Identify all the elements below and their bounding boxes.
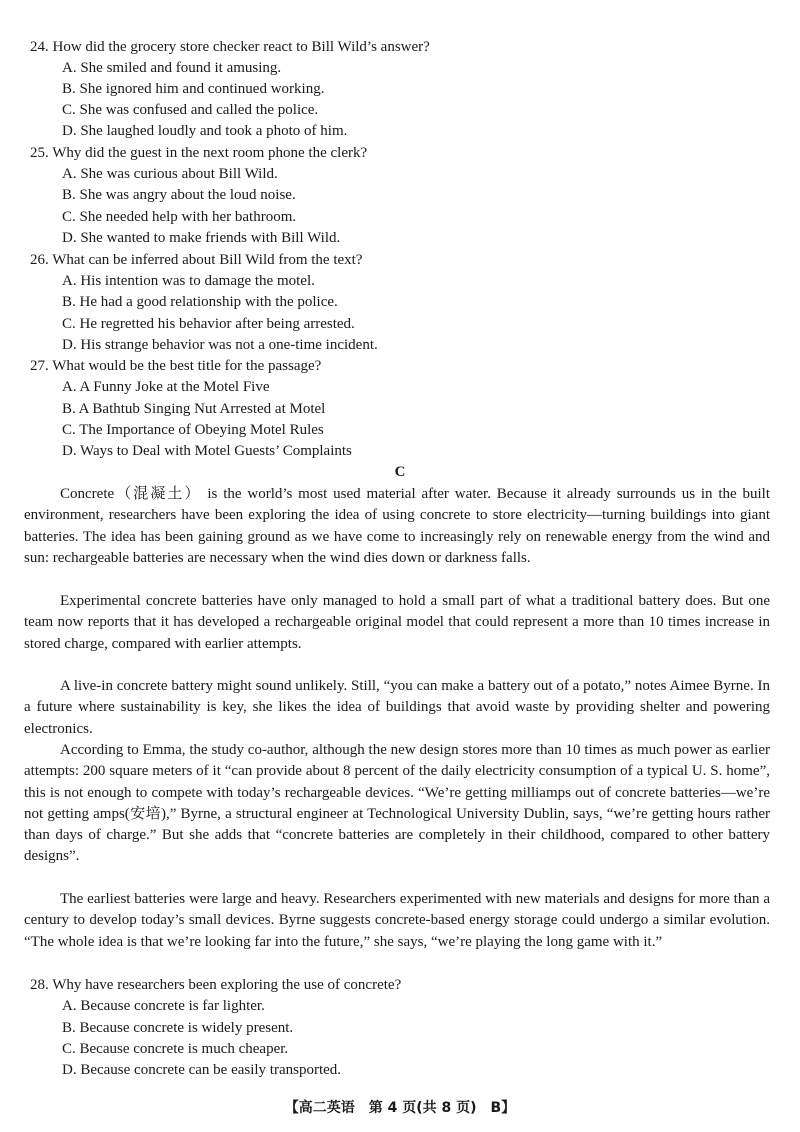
question-26-option-c: C. He regretted his behavior after being arrested. [62,316,355,332]
passage-paragraph: The earliest batteries were large and heavy. Researchers experimented with new materials and designs for more than a century to develop today’s small devices. Byrne suggests concrete-based energy storage could undergo a similar evolution. “The whole idea is that we’re looking far into the future,” she says, “we’re playing the long game with it.” [24,891,770,950]
page-footer: 【高二英语 第 4 页(共 8 页) B】 [284,1100,516,1116]
question-27-option-a: A. A Funny Joke at the Motel Five [62,379,270,395]
question-25-stem: 25. Why did the guest in the next room phone the clerk? [30,145,368,161]
question-24-option-a: A. She smiled and found it amusing. [62,60,282,76]
passage-paragraph: According to Emma, the study co-author, although the new design stores more than 10 times as much power as earlier attempts: 200 square meters of it “can provide about 8 percent of the daily electricity consumption of a typical U. S. home”, this is not enough to compete with today’s rechargeable devices. “We’re getting milliamps out of concrete batteries—we’re not getting amps(安培),” Byrne, a structural engineer at Technological University Dublin, says, “we’re getting hours rather than days of charge.” But she adds that “concrete batteries are completely in their childhood, compared to other battery designs”. [24,742,770,865]
question-28-stem: 28. Why have researchers been exploring the use of concrete? [30,977,402,993]
question-26-stem: 26. What can be inferred about Bill Wild from the text? [30,252,363,268]
question-26-option-a: A. His intention was to damage the motel. [62,273,315,289]
question-28-option-c: C. Because concrete is much cheaper. [62,1041,289,1057]
question-25-option-a: A. She was curious about Bill Wild. [62,166,278,182]
question-27-stem: 27. What would be the best title for the passage? [30,358,322,374]
question-24-option-c: C. She was confused and called the police. [62,102,319,118]
question-28-option-a: A. Because concrete is far lighter. [62,998,265,1014]
question-25-option-b: B. She was angry about the loud noise. [62,187,296,203]
question-25-option-d: D. She wanted to make friends with Bill Wild. [62,230,341,246]
question-26-option-b: B. He had a good relationship with the police. [62,294,338,310]
question-27-option-c: C. The Importance of Obeying Motel Rules [62,422,324,438]
question-25-option-c: C. She needed help with her bathroom. [62,209,297,225]
question-27-option-b: B. A Bathtub Singing Nut Arrested at Motel [62,401,326,417]
passage-paragraph: A live-in concrete battery might sound unlikely. Still, “you can make a battery out of a potato,” notes Aimee Byrne. In a future where sustainability is key, she likes the idea of buildings that avoid waste by providing shelter and powering electronics. [24,678,770,737]
question-26-option-d: D. His strange behavior was not a one-time incident. [62,337,378,353]
passage-paragraph: Experimental concrete batteries have only managed to hold a small part of what a traditional battery does. But one team now reports that it has developed a rechargeable original model that could represent a more than 10 times increase in stored charge, compared with earlier attempts. [24,593,770,652]
section-heading: C [394,464,406,480]
question-24-option-d: D. She laughed loudly and took a photo of him. [62,123,348,139]
question-24-stem: 24. How did the grocery store checker react to Bill Wild’s answer? [30,39,430,55]
question-28-option-b: B. Because concrete is widely present. [62,1020,294,1036]
question-27-option-d: D. Ways to Deal with Motel Guests’ Complaints [62,443,352,459]
question-24-option-b: B. She ignored him and continued working. [62,81,325,97]
question-28-option-d: D. Because concrete can be easily transported. [62,1062,342,1078]
passage-paragraph: Concrete（混凝土） is the world’s most used material after water. Because it already surrounds us in the built environment, researchers have been exploring the idea of using concrete to store electricity—turning buildings into giant batteries. The idea has been gaining ground as we have come to increasingly rely on renewable energy from the wind and sun: rechargeable batteries are necessary when the wind dies down or darkness falls. [24,486,770,566]
